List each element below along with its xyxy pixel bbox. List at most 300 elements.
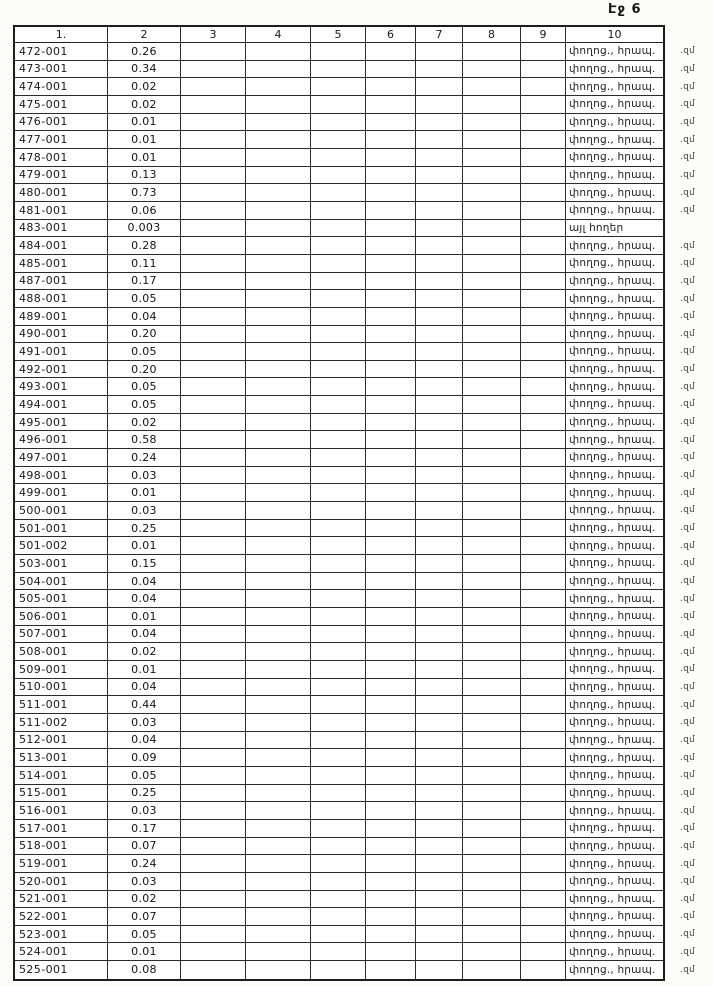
table-row [15,573,695,591]
empty-cell-3 [181,184,246,201]
margin-mark: .զմ [680,46,695,57]
column-header-1: 1. [15,27,108,42]
area-value-cell: 0.02 [108,891,181,908]
empty-cell-5 [311,273,366,290]
margin-mark: .զմ [680,540,695,551]
empty-cell-4 [246,43,311,60]
empty-cell-8 [463,891,521,908]
parcel-code-cell: 490-001 [15,326,108,343]
parcel-code-cell: 508-001 [15,643,108,660]
empty-cell-9 [521,255,566,272]
area-value-cell: 0.01 [108,484,181,501]
empty-cell-9 [521,114,566,131]
land-use-cell: փողոց., հրապ. [569,292,656,305]
area-value-cell: 0.01 [108,608,181,625]
empty-cell-5 [311,590,366,607]
empty-cell-3 [181,573,246,590]
land-use-cell: փողոց., հրապ. [569,522,656,535]
empty-cell-7 [416,679,463,696]
empty-cell-4 [246,732,311,749]
column-header-8: 8 [463,27,521,42]
empty-cell-4 [246,167,311,184]
empty-cell-8 [463,502,521,519]
area-value-cell: 0.24 [108,449,181,466]
empty-cell-3 [181,926,246,943]
empty-cell-5 [311,573,366,590]
table-row [15,43,695,61]
table-row [15,343,695,361]
empty-cell-5 [311,43,366,60]
empty-cell-4 [246,449,311,466]
parcel-code-cell: 481-001 [15,202,108,219]
empty-cell-4 [246,255,311,272]
empty-cell-8 [463,78,521,95]
empty-cell-6 [366,220,416,237]
table-row [15,467,695,485]
empty-cell-7 [416,326,463,343]
parcel-code-cell: 506-001 [15,608,108,625]
area-value-cell: 0.05 [108,767,181,784]
empty-cell-6 [366,714,416,731]
empty-cell-7 [416,237,463,254]
empty-cell-8 [463,573,521,590]
empty-cell-4 [246,749,311,766]
empty-cell-8 [463,661,521,678]
empty-cell-3 [181,255,246,272]
empty-cell-7 [416,520,463,537]
empty-cell-3 [181,484,246,501]
column-header-7: 7 [416,27,463,42]
empty-cell-8 [463,590,521,607]
parcel-code-cell: 500-001 [15,502,108,519]
table-row [15,131,695,149]
empty-cell-5 [311,555,366,572]
empty-cell-9 [521,537,566,554]
land-use-cell: փողոց., հրապ. [569,239,656,252]
area-value-cell: 0.07 [108,838,181,855]
empty-cell-7 [416,343,463,360]
empty-cell-4 [246,908,311,925]
area-value-cell: 0.03 [108,802,181,819]
empty-cell-6 [366,590,416,607]
empty-cell-5 [311,361,366,378]
area-value-cell: 0.05 [108,343,181,360]
area-value-cell: 0.01 [108,131,181,148]
parcel-code-cell: 523-001 [15,926,108,943]
empty-cell-4 [246,873,311,890]
parcel-code-cell: 498-001 [15,467,108,484]
land-use-cell: փողոց., հրապ. [569,274,656,287]
margin-mark: .զմ [680,293,695,304]
empty-cell-5 [311,855,366,872]
empty-cell-6 [366,167,416,184]
empty-cell-7 [416,820,463,837]
empty-cell-5 [311,661,366,678]
empty-cell-6 [366,926,416,943]
empty-cell-5 [311,820,366,837]
empty-cell-3 [181,343,246,360]
empty-cell-6 [366,308,416,325]
empty-cell-9 [521,167,566,184]
column-header-9: 9 [521,27,566,42]
empty-cell-8 [463,202,521,219]
empty-cell-7 [416,891,463,908]
margin-mark: .զմ [680,611,695,622]
margin-mark: .զմ [680,470,695,481]
empty-cell-9 [521,785,566,802]
table-row [15,696,695,714]
empty-cell-9 [521,43,566,60]
table-row [15,679,695,697]
land-use-cell: փողոց., հրապ. [569,398,656,411]
empty-cell-9 [521,696,566,713]
land-use-cell: փողոց., հրապ. [569,575,656,588]
empty-cell-3 [181,802,246,819]
table-row [15,431,695,449]
margin-mark: .զմ [680,628,695,639]
land-use-cell: փողոց., հրապ. [569,451,656,464]
empty-cell-8 [463,184,521,201]
column-header-4: 4 [246,27,311,42]
area-value-cell: 0.01 [108,943,181,960]
empty-cell-9 [521,220,566,237]
table-row [15,78,695,96]
empty-cell-9 [521,396,566,413]
land-use-cell: փողոց., հրապ. [569,363,656,376]
empty-cell-6 [366,78,416,95]
empty-cell-4 [246,78,311,95]
land-use-cell: փողոց., հրապ. [569,115,656,128]
empty-cell-4 [246,149,311,166]
empty-cell-3 [181,855,246,872]
empty-cell-6 [366,855,416,872]
area-value-cell: 0.08 [108,961,181,979]
empty-cell-4 [246,114,311,131]
empty-cell-9 [521,732,566,749]
empty-cell-8 [463,537,521,554]
empty-cell-3 [181,273,246,290]
parcel-code-cell: 501-002 [15,537,108,554]
empty-cell-4 [246,820,311,837]
empty-cell-8 [463,855,521,872]
empty-cell-3 [181,308,246,325]
margin-mark: .զմ [680,434,695,445]
empty-cell-6 [366,131,416,148]
table-row [15,873,695,891]
area-value-cell: 0.44 [108,696,181,713]
empty-cell-9 [521,290,566,307]
empty-cell-4 [246,590,311,607]
margin-mark: .զմ [680,840,695,851]
empty-cell-6 [366,290,416,307]
empty-cell-8 [463,908,521,925]
margin-mark: .զմ [680,328,695,339]
area-value-cell: 0.03 [108,502,181,519]
empty-cell-6 [366,767,416,784]
area-value-cell: 0.28 [108,237,181,254]
empty-cell-3 [181,502,246,519]
margin-mark: .զմ [680,770,695,781]
parcel-code-cell: 512-001 [15,732,108,749]
area-value-cell: 0.01 [108,114,181,131]
empty-cell-5 [311,767,366,784]
empty-cell-5 [311,467,366,484]
land-use-cell: փողոց., հրապ. [569,133,656,146]
empty-cell-6 [366,149,416,166]
empty-cell-6 [366,679,416,696]
empty-cell-7 [416,449,463,466]
empty-cell-7 [416,785,463,802]
parcel-code-cell: 517-001 [15,820,108,837]
empty-cell-5 [311,502,366,519]
parcel-code-cell: 477-001 [15,131,108,148]
empty-cell-5 [311,785,366,802]
empty-cell-7 [416,714,463,731]
empty-cell-8 [463,308,521,325]
empty-cell-6 [366,802,416,819]
land-use-cell: փողոց., հրապ. [569,557,656,570]
area-value-cell: 0.15 [108,555,181,572]
empty-cell-5 [311,643,366,660]
parcel-code-cell: 487-001 [15,273,108,290]
empty-cell-3 [181,61,246,78]
area-value-cell: 0.17 [108,820,181,837]
empty-cell-9 [521,661,566,678]
empty-cell-9 [521,943,566,960]
empty-cell-8 [463,61,521,78]
empty-cell-7 [416,802,463,819]
empty-cell-7 [416,873,463,890]
empty-cell-3 [181,449,246,466]
area-value-cell: 0.02 [108,78,181,95]
table-row [15,643,695,661]
empty-cell-8 [463,167,521,184]
land-use-cell: փողոց., հրապ. [569,857,656,870]
empty-cell-8 [463,290,521,307]
empty-cell-4 [246,926,311,943]
empty-cell-8 [463,555,521,572]
land-use-cell: փողոց., հրապ. [569,804,656,817]
empty-cell-9 [521,308,566,325]
column-header-6: 6 [366,27,416,42]
empty-cell-6 [366,608,416,625]
land-use-cell: փողոց., հրապ. [569,151,656,164]
table-row [15,608,695,626]
parcel-code-cell: 515-001 [15,785,108,802]
parcel-code-cell: 511-001 [15,696,108,713]
land-use-cell: փողոց., հրապ. [569,80,656,93]
empty-cell-8 [463,820,521,837]
margin-mark: .զմ [680,381,695,392]
empty-cell-7 [416,643,463,660]
empty-cell-4 [246,714,311,731]
land-use-cell: փողոց., հրապ. [569,539,656,552]
empty-cell-3 [181,661,246,678]
empty-cell-3 [181,679,246,696]
empty-cell-7 [416,255,463,272]
empty-cell-4 [246,643,311,660]
empty-cell-4 [246,891,311,908]
empty-cell-6 [366,467,416,484]
empty-cell-5 [311,220,366,237]
margin-mark: .զմ [680,487,695,498]
parcel-code-cell: 507-001 [15,626,108,643]
empty-cell-4 [246,626,311,643]
empty-cell-9 [521,873,566,890]
margin-mark: .զմ [680,258,695,269]
empty-cell-3 [181,78,246,95]
empty-cell-5 [311,608,366,625]
land-use-cell: փողոց., հրապ. [569,751,656,764]
parcel-code-cell: 472-001 [15,43,108,60]
parcel-code-cell: 493-001 [15,378,108,395]
land-use-cell: փողոց., հրապ. [569,822,656,835]
page-label: Էջ 6 [608,2,642,17]
empty-cell-8 [463,520,521,537]
empty-cell-7 [416,555,463,572]
margin-mark: .զմ [680,734,695,745]
empty-cell-5 [311,714,366,731]
empty-cell-4 [246,61,311,78]
empty-cell-9 [521,484,566,501]
margin-mark: .զմ [680,576,695,587]
empty-cell-6 [366,502,416,519]
empty-cell-9 [521,714,566,731]
empty-cell-4 [246,802,311,819]
empty-cell-7 [416,855,463,872]
margin-mark: .զմ [680,187,695,198]
empty-cell-9 [521,149,566,166]
empty-cell-6 [366,573,416,590]
empty-cell-4 [246,290,311,307]
margin-mark: .զմ [680,964,695,975]
empty-cell-8 [463,838,521,855]
empty-cell-7 [416,608,463,625]
empty-cell-9 [521,431,566,448]
parcel-code-cell: 491-001 [15,343,108,360]
empty-cell-8 [463,714,521,731]
parcel-code-cell: 479-001 [15,167,108,184]
empty-cell-6 [366,661,416,678]
table-row [15,414,695,432]
parcel-code-cell: 475-001 [15,96,108,113]
empty-cell-5 [311,290,366,307]
table-row [15,202,695,220]
empty-cell-3 [181,608,246,625]
empty-cell-8 [463,484,521,501]
empty-cell-5 [311,943,366,960]
empty-cell-7 [416,749,463,766]
empty-cell-3 [181,943,246,960]
column-header-10: 10 [607,28,622,41]
empty-cell-4 [246,326,311,343]
empty-cell-4 [246,696,311,713]
column-header-5: 5 [311,27,366,42]
parcel-code-cell: 492-001 [15,361,108,378]
empty-cell-5 [311,749,366,766]
empty-cell-3 [181,43,246,60]
empty-cell-3 [181,961,246,979]
parcel-code-cell: 495-001 [15,414,108,431]
empty-cell-4 [246,396,311,413]
area-value-cell: 0.25 [108,520,181,537]
empty-cell-6 [366,431,416,448]
parcel-code-cell: 473-001 [15,61,108,78]
margin-mark: .զմ [680,858,695,869]
empty-cell-7 [416,396,463,413]
empty-cell-3 [181,202,246,219]
empty-cell-9 [521,767,566,784]
table-row [15,891,695,909]
empty-cell-7 [416,537,463,554]
empty-cell-5 [311,149,366,166]
margin-mark: .զմ [680,399,695,410]
parcel-code-cell: 504-001 [15,573,108,590]
empty-cell-9 [521,749,566,766]
margin-mark: .զմ [680,523,695,534]
table-row [15,926,695,944]
margin-mark: .զմ [680,752,695,763]
empty-cell-6 [366,237,416,254]
table-row [15,96,695,114]
empty-cell-7 [416,184,463,201]
land-use-cell: փողոց., հրապ. [569,45,656,58]
empty-cell-5 [311,838,366,855]
empty-cell-9 [521,573,566,590]
table-row [15,749,695,767]
empty-cell-9 [521,590,566,607]
empty-cell-5 [311,237,366,254]
column-header-3: 3 [181,27,246,42]
empty-cell-9 [521,61,566,78]
empty-cell-6 [366,184,416,201]
table-row [15,220,663,238]
table-row [15,855,695,873]
empty-cell-8 [463,749,521,766]
margin-mark: .զմ [680,558,695,569]
parcel-code-cell: 518-001 [15,838,108,855]
area-value-cell: 0.73 [108,184,181,201]
land-use-cell: փողոց., հրապ. [569,204,656,217]
empty-cell-4 [246,961,311,979]
empty-cell-4 [246,96,311,113]
parcel-code-cell: 474-001 [15,78,108,95]
empty-cell-7 [416,696,463,713]
area-value-cell: 0.003 [108,220,181,237]
empty-cell-9 [521,838,566,855]
empty-cell-3 [181,714,246,731]
empty-cell-8 [463,414,521,431]
empty-cell-6 [366,785,416,802]
empty-cell-8 [463,114,521,131]
empty-cell-5 [311,396,366,413]
empty-cell-5 [311,184,366,201]
table-row [15,661,695,679]
empty-cell-7 [416,290,463,307]
empty-cell-6 [366,555,416,572]
empty-cell-5 [311,537,366,554]
empty-cell-3 [181,555,246,572]
empty-cell-8 [463,378,521,395]
empty-cell-9 [521,643,566,660]
empty-cell-6 [366,96,416,113]
empty-cell-9 [521,820,566,837]
empty-cell-7 [416,661,463,678]
table-row [15,396,695,414]
margin-mark: .զմ [680,452,695,463]
land-use-cell: փողոց., հրապ. [569,945,656,958]
empty-cell-3 [181,732,246,749]
